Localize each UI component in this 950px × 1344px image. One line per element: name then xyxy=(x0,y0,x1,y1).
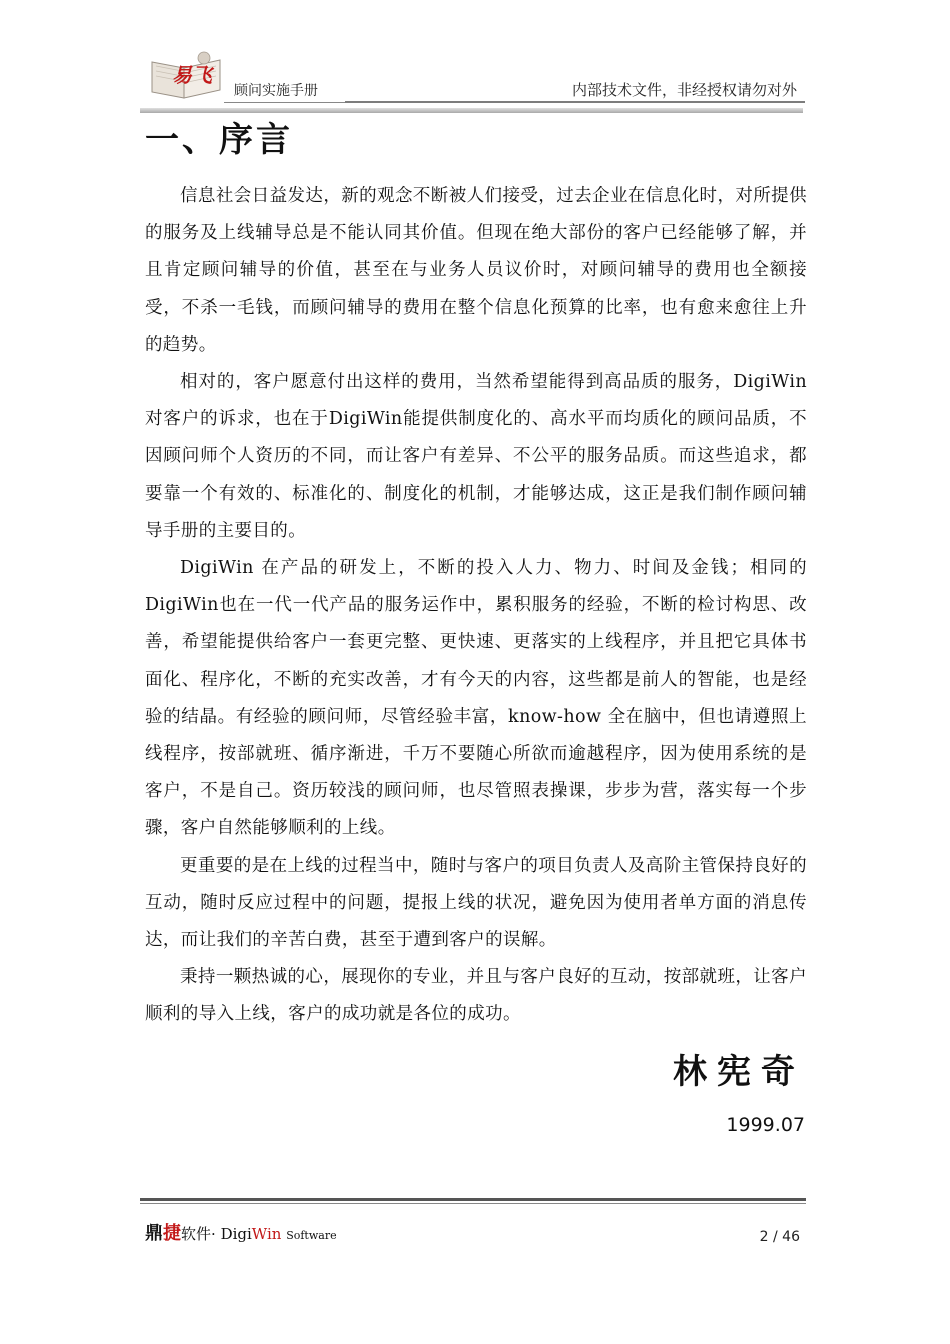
brand-en-c: Software xyxy=(286,1229,337,1242)
paragraph-1: 信息社会日益发达，新的观念不断被人们接受，过去企业在信息化时，对所提供的服务及上线辅导总是不能认同其价值。但现在绝大部份的客户已经能够了解，并且肯定顾问辅导的价值，甚至在与业务人员议价时，对顾问辅导的费用也全额接受，不杀一毛钱，而顾问辅导的费用在整个信息化预算的比率，也有愈来愈往上升的趋势。 xyxy=(145,186,807,355)
confidential-notice: 内部技术文件，非经授权请勿对外 xyxy=(571,81,797,99)
brand-cn-c: 软件 xyxy=(181,1225,212,1243)
brand-en-a: Digi xyxy=(220,1225,252,1243)
author-signature: 林宪奇 xyxy=(673,1052,805,1092)
section-title: 一、序言 xyxy=(145,120,293,160)
paragraph-2: 相对的，客户愿意付出这样的费用，当然希望能得到高品质的服务，DigiWin对客户的诉求，也在于DigiWin能提供制度化的、高水平而均质化的顾问品质，不因顾问师个人资历的不同，而让客户有差异、不公平的服务品质。而这些追求，都要靠一个有效的、标准化的、制度化的机制，才能够达成，这正是我们制作顾问辅导手册的主要目的。 xyxy=(145,372,807,541)
header-rule xyxy=(345,101,805,103)
paragraph-3: DigiWin 在产品的研发上，不断的投入人力、物力、时间及金钱；相同的DigiWin也在一代一代产品的服务运作中，累积服务的经验，不断的检讨构思、改善，希望能提供给客户一套更完整、更快速、更落实的上线程序，并且把它具体书面化、程序化，不断的充实改善，才有今天的内容，这些都是前人的智能，也是经验的结晶。有经验的顾问师，尽管经验丰富，know-how 全在脑中，但也请遵照上线程序，按部就班、循序渐进，千万不要随心所欲而逾越程序，因为使用系统的是客户，不是自己。资历较浅的顾问师，也尽管照表操课，步步为营，落实每一个步骤，客户自然能够顺利的上线。 xyxy=(145,558,807,839)
document-date: 1999.07 xyxy=(726,1114,805,1136)
footer-rule xyxy=(140,1198,806,1201)
brand-cn-b: 捷 xyxy=(163,1223,181,1244)
paragraph-4: 更重要的是在上线的过程当中，随时与客户的项目负责人及高阶主管保持良好的互动，随时反应过程中的问题，提报上线的状况，避免因为使用者单方面的消息传达，而让我们的辛苦白费，甚至于遭到客户的误解。 xyxy=(145,855,807,951)
page-number: 2 / 46 xyxy=(759,1229,800,1245)
manual-title-tab xyxy=(224,78,352,103)
preface-body xyxy=(145,178,807,1034)
book-logo-icon xyxy=(146,48,226,100)
brand-en-b: Win xyxy=(251,1225,282,1243)
manual-title: 顾问实施手册 xyxy=(234,83,318,99)
company-logo: 鼎捷软件· DigiWin Software xyxy=(145,1223,337,1244)
footer-rule-thin xyxy=(140,1203,806,1204)
logo-text: 易飞 xyxy=(172,63,212,87)
paragraph-5: 秉持一颗热诚的心，展现你的专业，并且与客户良好的互动，按部就班，让客户顺利的导入上线，客户的成功就是各位的成功。 xyxy=(145,967,807,1025)
brand-cn-a: 鼎 xyxy=(145,1223,163,1244)
page-header xyxy=(140,40,805,115)
